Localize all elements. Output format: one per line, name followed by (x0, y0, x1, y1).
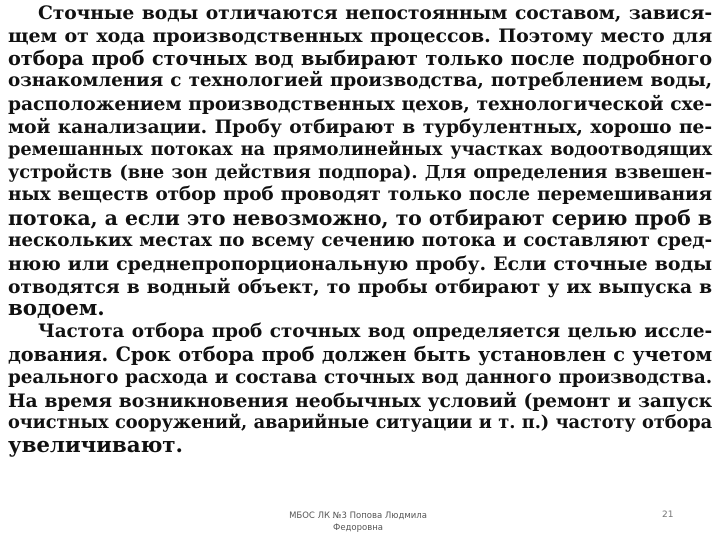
text-line: мой канализации. Пробу отбирают в турбулентных, хорошо пе- (8, 115, 712, 138)
text-line: устройств (вне зон действия подпора). Для определения взвешен- (8, 161, 712, 183)
text-line: увеличивают. (8, 433, 183, 459)
text-line: нескольких местах по всему сечению потока и составляют сред- (8, 229, 712, 251)
text-line: ознакомления с технологией производства, потреблением воды, (8, 70, 712, 92)
text-line: На время возникновения необычных условий (ремонт и запуск (8, 389, 712, 412)
text-line: дования. Срок отбора проб должен быть установлен с учетом (8, 342, 712, 366)
footer-author-line: Федоровна (333, 523, 383, 533)
text-line: реального расхода и состава сточных вод данного производства. (8, 366, 712, 388)
text-line: Сточные воды отличаются непостоянным составом, завися- (38, 2, 712, 24)
footer-author (248, 510, 468, 534)
text-line: расположением производственных цехов, технологической схе- (8, 93, 712, 116)
paragraph-1 (8, 2, 712, 321)
page-number: 21 (662, 510, 674, 520)
paragraph-2 (8, 321, 712, 458)
text-line: отводятся в водный объект, то пробы отбирают у их выпуска в (8, 275, 712, 298)
text-line: отбора проб сточных вод выбирают только после подробного (8, 46, 712, 70)
text-line: щем от хода производственных процессов. Поэтому место для (8, 24, 712, 47)
text-line: ных веществ отбор проб проводят только после перемешивания (8, 184, 712, 206)
text-line: очистных сооружений, аварийные ситуации и т. п.) частоту отбора (8, 412, 712, 434)
text-line: Частота отбора проб сточных вод определяется целью иссле- (38, 321, 712, 343)
text-line: ремешанных потоках на прямолинейных участках водоотводящих (8, 138, 712, 160)
body-text (8, 2, 712, 458)
text-line: водоем. (8, 296, 105, 322)
footer-author-line: МБОС ЛК №3 Попова Людмила (289, 511, 427, 521)
text-line: нюю или среднепропорциональную пробу. Если сточные воды (8, 252, 712, 275)
text-line: потока, а если это невозможно, то отбирают серию проб в (8, 206, 712, 231)
